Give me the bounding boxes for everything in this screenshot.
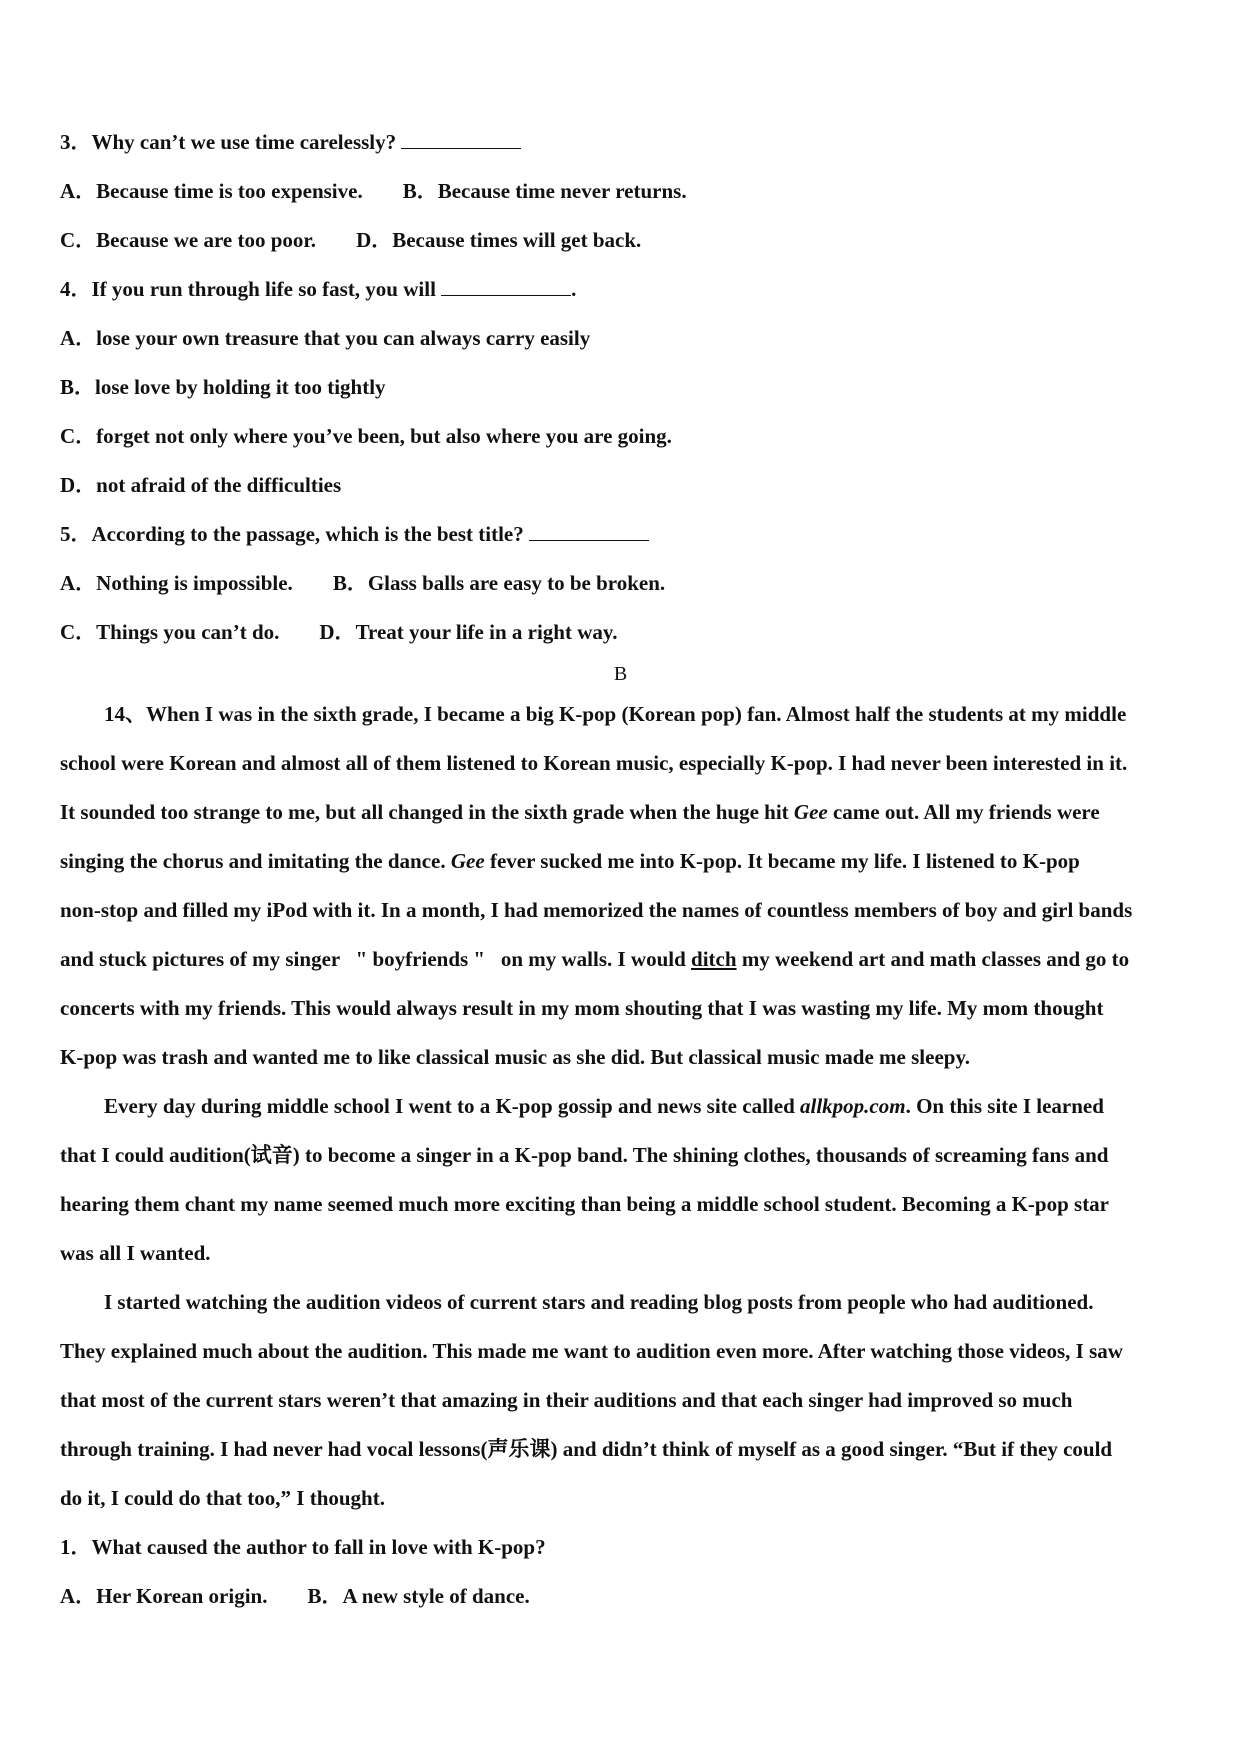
option-label: B． [60,375,96,399]
website-name: allkpop.com [800,1094,906,1118]
option-label: C． [60,424,97,448]
passage-line: concerts with my friends. This would always result in my mom shouting that I was wasting my life. My mom thought [60,996,1104,1020]
option-label: B． [402,179,438,203]
option-a: Nothing is impossible. [96,571,293,595]
passage-line [60,848,1080,874]
passage-line: K-pop was trash and wanted me to like classical music as she did. But classical music made me sleepy. [60,1045,971,1069]
option-a: lose your own treasure that you can always carry easily [96,326,591,350]
q4-option-d [60,472,341,498]
question-number: 1． [60,1535,92,1559]
text-run: singing the chorus and imitating the dance. [60,849,451,873]
answer-blank [401,130,521,149]
q1-options-ab [60,1583,530,1609]
option-label: D． [356,228,393,252]
passage-line: that most of the current stars weren’t that amazing in their auditions and that each singer had improved so much [60,1388,1073,1412]
passage-line: hearing them chant my name seemed much more exciting than being a middle school student. Becoming a K-pop star [60,1192,1110,1216]
option-a: Because time is too expensive. [96,179,363,203]
text-run: . On this site I learned [905,1094,1104,1118]
option-label: D． [319,620,356,644]
option-label: A． [60,1584,97,1608]
question-5 [60,521,649,547]
option-c: forget not only where you’ve been, but also where you are going. [96,424,672,448]
option-c: Because we are too poor. [96,228,317,252]
passage-line: They explained much about the audition. This made me want to audition even more. After watching those videos, I saw [60,1339,1123,1363]
option-c: Things you can’t do. [96,620,280,644]
question-1 [60,1534,546,1560]
option-label: A． [60,179,97,203]
q5-options-cd [60,619,617,645]
passage-line: through training. I had never had vocal lessons(声乐课) and didn’t think of myself as a good singer. “But if they could [60,1437,1113,1461]
question-text: According to the passage, which is the best title? [91,522,524,546]
q4-option-a [60,325,590,351]
song-title: Gee [450,849,485,873]
option-label: B． [307,1584,343,1608]
option-b: lose love by holding it too tightly [95,375,386,399]
passage-line [60,799,1100,825]
text-run: fever sucked me into K-pop. It became my life. I listened to K-pop [484,849,1080,873]
passage-line [60,946,1129,972]
option-d: Treat your life in a right way. [355,620,618,644]
song-title: Gee [793,800,828,824]
passage-line: school were Korean and almost all of them listened to Korean music, especially K-pop. I had never been interested in it. [60,751,1128,775]
passage-line: was all I wanted. [60,1241,211,1265]
question-text: Why can’t we use time carelessly? [91,130,397,154]
question-number: 5． [60,522,92,546]
question-text: If you run through life so fast, you will [91,277,436,301]
option-d: not afraid of the difficulties [96,473,342,497]
text-run: my weekend art and math classes and go to [736,947,1130,971]
answer-blank [529,522,649,541]
option-b: Glass balls are easy to be broken. [367,571,666,595]
question-3 [60,129,521,155]
q3-options-cd [60,227,641,253]
question-4 [60,276,576,302]
option-label: C． [60,228,97,252]
text-run: and stuck pictures of my singer " boyfriends " on my walls. I would [60,947,692,971]
text-run: Every day during middle school I went to a K-pop gossip and news site called [104,1094,800,1118]
option-b: A new style of dance. [342,1584,530,1608]
option-label: A． [60,571,97,595]
question-end: . [571,277,577,301]
option-label: C． [60,620,97,644]
question-text: What caused the author to fall in love with K-pop? [91,1535,546,1559]
q4-option-c [60,423,672,449]
answer-blank [441,277,571,296]
option-label: A． [60,326,97,350]
text-run: came out. All my friends were [827,800,1100,824]
passage-line: that I could audition(试音) to become a singer in a K-pop band. The shining clothes, thousands of screaming fans and [60,1143,1109,1167]
option-label: D． [60,473,97,497]
option-a: Her Korean origin. [96,1584,268,1608]
passage-line: non-stop and filled my iPod with it. In a month, I had memorized the names of countless members of boy and girl bands [60,898,1133,922]
section-heading: B [613,663,628,685]
passage-line: do it, I could do that too,” I thought. [60,1486,385,1510]
passage-line [104,1093,1104,1119]
question-number: 4． [60,277,92,301]
option-b: Because time never returns. [437,179,687,203]
passage-line: I started watching the audition videos of current stars and reading blog posts from people who had auditioned. [104,1290,1094,1314]
option-label: B． [332,571,368,595]
option-d: Because times will get back. [392,228,642,252]
q3-options-ab [60,178,687,204]
underlined-word: ditch [691,947,737,971]
passage-line: 14、When I was in the sixth grade, I became a big K-pop (Korean pop) fan. Almost half the students at my middle [104,702,1127,726]
text-run: It sounded too strange to me, but all changed in the sixth grade when the huge hit [60,800,794,824]
q4-option-b [60,374,386,400]
q5-options-ab [60,570,665,596]
question-number: 3． [60,130,92,154]
